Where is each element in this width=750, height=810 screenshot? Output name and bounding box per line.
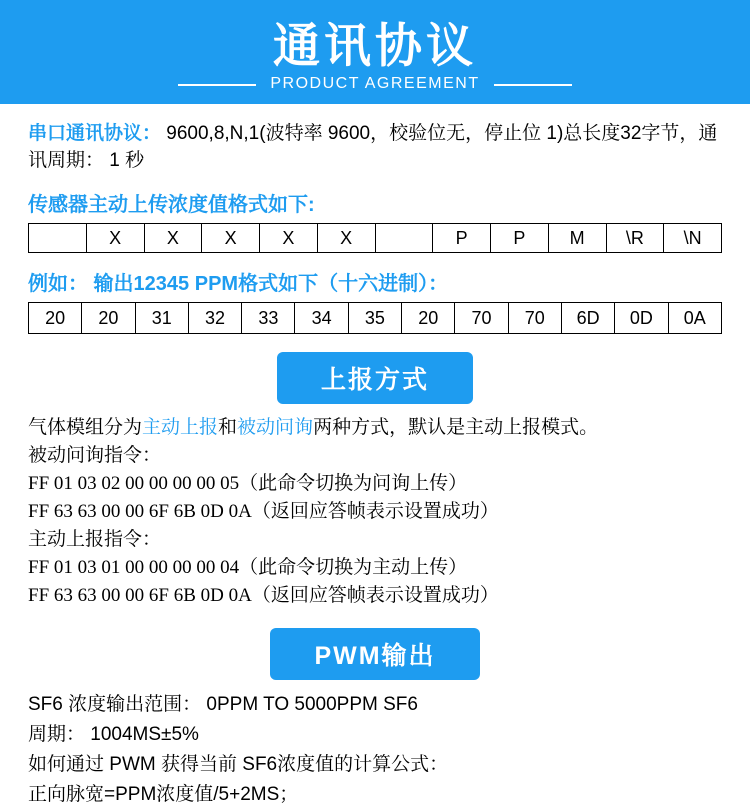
pwm-period: 周期： 1004MS±5%	[28, 724, 199, 745]
format-cell: X	[260, 224, 318, 253]
format-cell: P	[433, 224, 491, 253]
example-label: 例如：	[28, 273, 88, 295]
passive-query-label: 被动问询指令：	[28, 445, 162, 466]
passive-query-command-2: FF 63 63 00 00 6F 6B 0D 0A（返回应答帧表示设置成功）	[28, 501, 499, 522]
pwm-formula-intro: 如何通过 PWM 获得当前 SF6浓度值的计算公式：	[28, 754, 449, 775]
serial-protocol-text: 9600,8,N,1(波特率 9600，校验位无，停止位 1)总长度32字节，通讯周期： 1 秒	[28, 123, 718, 171]
page-subtitle: PRODUCT AGREEMENT	[270, 75, 480, 92]
pwm-output-pill: PWM输出	[270, 628, 479, 680]
active-report-label: 主动上报指令：	[28, 529, 162, 550]
serial-protocol-label: 串口通讯协议：	[28, 123, 162, 144]
serial-protocol-paragraph	[28, 120, 722, 174]
hex-cell: 33	[242, 303, 295, 334]
hex-cell: 20	[29, 303, 82, 334]
hex-cell: 34	[295, 303, 348, 334]
pwm-formula: 正向脉宽=PPM浓度值/5+2MS；	[28, 784, 299, 805]
active-report-command-1: FF 01 03 01 00 00 00 00 04（此命令切换为主动上传）	[28, 557, 468, 578]
example-text: 输出12345 PPM格式如下（十六进制）：	[88, 273, 449, 295]
format-cell: X	[86, 224, 144, 253]
example-line	[28, 267, 722, 296]
format-cell	[375, 224, 433, 253]
report-mode-pill: 上报方式	[277, 352, 473, 404]
passive-query-command-1: FF 01 03 02 00 00 00 00 05（此命令切换为问询上传）	[28, 473, 468, 494]
document-content	[0, 120, 750, 810]
format-cell: X	[144, 224, 202, 253]
report-intro-mid: 和	[218, 417, 238, 438]
header-banner	[0, 0, 750, 104]
hex-cell: 0A	[668, 303, 721, 334]
report-intro-passive: 被动问询	[237, 417, 314, 438]
page-title: 通讯协议	[273, 19, 477, 72]
hex-cell: 20	[82, 303, 135, 334]
hex-cell: 20	[402, 303, 455, 334]
report-intro-post: 两种方式，默认是主动上报模式。	[313, 417, 599, 438]
format-cell	[29, 224, 87, 253]
hex-cell: 32	[188, 303, 241, 334]
active-report-command-2: FF 63 63 00 00 6F 6B 0D 0A（返回应答帧表示设置成功）	[28, 585, 499, 606]
report-intro	[28, 414, 722, 442]
hex-cell: 31	[135, 303, 188, 334]
format-cell: P	[491, 224, 549, 253]
format-cell: \R	[606, 224, 664, 253]
hex-cell: 70	[508, 303, 561, 334]
format-cell: \N	[664, 224, 722, 253]
report-intro-pre: 气体模组分为	[28, 417, 143, 438]
hex-cell: 35	[348, 303, 401, 334]
pwm-section-header	[28, 628, 722, 680]
format-cell: X	[202, 224, 260, 253]
pwm-range: SF6 浓度输出范围： 0PPM TO 5000PPM SF6	[28, 694, 418, 715]
format-cell: M	[548, 224, 606, 253]
hex-cell: 6D	[561, 303, 614, 334]
upload-format-table	[28, 223, 722, 253]
report-section-header	[28, 352, 722, 404]
format-cell: X	[317, 224, 375, 253]
report-intro-active: 主动上报	[142, 417, 219, 438]
hex-cell: 70	[455, 303, 508, 334]
table-row	[29, 303, 722, 334]
upload-format-heading: 传感器主动上传浓度值格式如下:	[28, 194, 315, 216]
hex-cell: 0D	[615, 303, 668, 334]
hex-example-table	[28, 302, 722, 334]
table-row	[29, 224, 722, 253]
